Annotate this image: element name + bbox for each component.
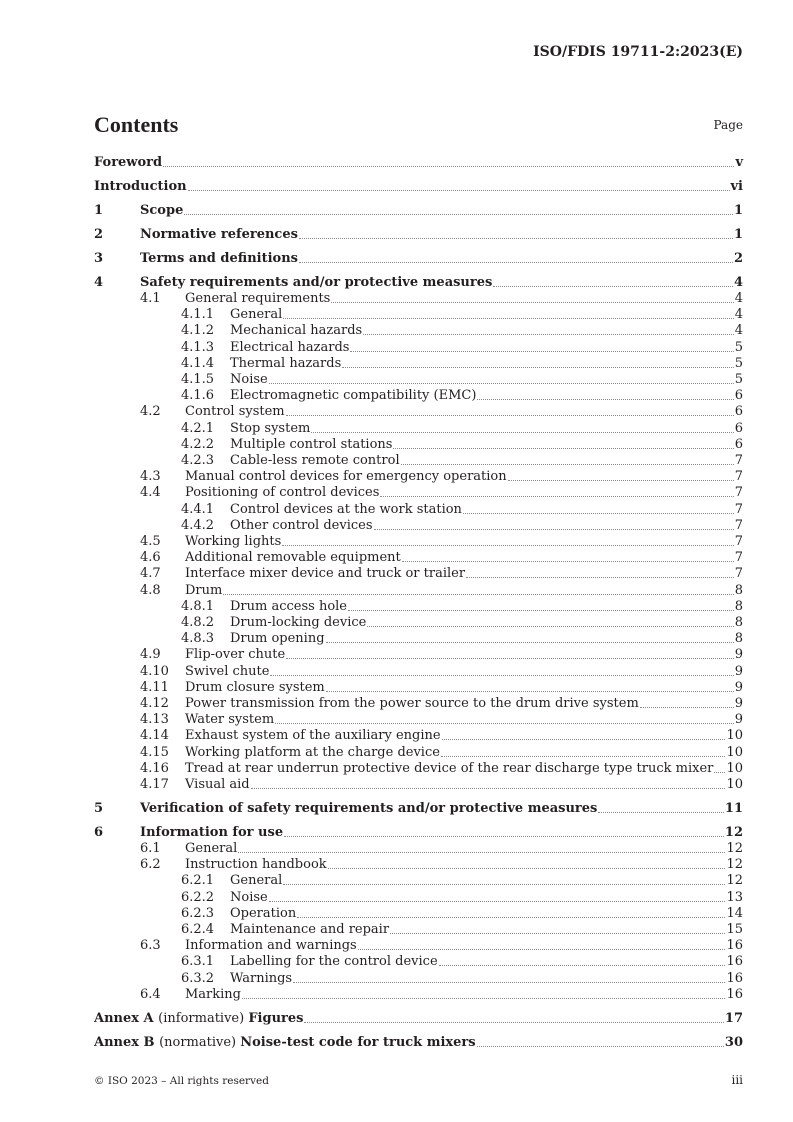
toc-entry-number: 4.6 [140,550,161,566]
toc-entry[interactable] [140,485,743,501]
toc-entry[interactable] [181,356,743,372]
toc-entry-title [94,1035,476,1051]
toc-entry-title: Manual control devices for emergency operation [185,469,507,485]
toc-entry[interactable] [140,841,743,857]
toc-entry[interactable] [140,857,743,873]
toc-entry-number: 4.8.2 [181,615,215,630]
annex-title: Figures [248,1010,304,1026]
dot-leader [401,463,734,465]
toc-entry-number: 6.2.3 [181,905,215,921]
dot-leader [374,528,734,530]
toc-entry-number: 4.13 [140,712,169,728]
toc-entry-number: 4.1.2 [181,323,215,339]
toc-entry[interactable] [140,566,743,582]
annex-type: (informative) [158,1010,249,1026]
dot-leader [367,625,733,627]
toc-entry-number: 4.2.2 [181,436,215,452]
toc-entry-page: 15 [726,922,743,937]
toc-entry-number: 4.4.1 [181,501,215,517]
dot-leader [299,261,733,263]
toc-entry-page: 4 [734,323,743,339]
dot-leader [299,237,733,239]
toc-entry-title: General [230,307,283,323]
toc-entry-number: 6.2.1 [181,873,215,889]
toc-entry[interactable] [140,761,743,777]
toc-entry-number: 4.1.6 [181,388,215,404]
toc-entry-page: 5 [734,339,743,355]
document-id: ISO/FDIS 19711-2:2023(E) [533,44,743,60]
toc-entry-page: 4 [734,291,743,306]
toc-entry-number: 4.2.1 [181,420,215,436]
dot-leader [390,932,725,934]
toc-entry-number: 2 [94,227,104,242]
toc-entry-number: 6.2.4 [181,922,215,937]
toc-entry-page: 1 [733,227,743,242]
toc-entry-number: 4.1.3 [181,339,215,355]
toc-entry-title: Instruction handbook [185,857,327,873]
toc-entry[interactable] [94,825,743,841]
toc-entry[interactable] [181,971,743,987]
toc-entry-title: Other control devices [230,517,373,533]
dot-leader [283,883,725,885]
dot-leader [493,285,733,287]
dot-leader [282,544,733,546]
toc-entry[interactable] [181,615,743,631]
toc-entry-title: Power transmission from the power source to the drum drive system [185,696,639,711]
toc-entry[interactable] [94,1035,743,1051]
toc-entry[interactable] [140,696,743,712]
dot-leader [283,317,733,319]
toc-entry-page: 12 [724,825,743,840]
toc-entry-number: 4.2 [140,404,161,420]
toc-entry[interactable] [140,680,743,696]
toc-entry-page: 8 [734,598,743,614]
dot-leader [311,431,733,433]
toc-entry[interactable] [181,502,743,518]
toc-entry-number: 6.3 [140,938,161,954]
dot-leader [393,447,733,449]
toc-entry-number: 3 [94,251,104,266]
toc-entry[interactable] [181,437,743,453]
dot-leader [463,512,734,514]
dot-leader [348,609,734,611]
toc-entry-title [94,1011,303,1027]
toc-entry-number: 4.10 [140,663,169,679]
toc-entry-title: Noise [230,372,268,387]
toc-entry-page: 7 [734,566,743,582]
toc-entry-title: Cable-less remote control [230,453,400,468]
toc-entry-title: Exhaust system of the auxiliary engine [185,728,441,744]
toc-entry-number: 4.1.5 [181,372,215,387]
toc-entry-page: 9 [734,663,743,679]
toc-entry-page: 9 [734,647,743,663]
dot-leader [286,414,734,416]
toc-entry-page: 7 [734,453,743,468]
toc-entry-number: 4.1.1 [181,307,215,323]
dot-leader [358,948,726,950]
toc-entry[interactable] [181,453,743,469]
toc-entry-number: 4.15 [140,744,169,760]
toc-entry-title: Interface mixer device and truck or trailer [185,566,466,582]
annex-label: Annex B [94,1034,160,1050]
toc-entry-page: 7 [734,469,743,485]
toc-entry[interactable] [181,906,743,922]
toc-entry-number: 4.5 [140,534,161,549]
dot-leader [598,811,724,813]
dot-leader [293,981,725,983]
toc-entry-title: Positioning of control devices [185,485,380,501]
toc-entry-title: Scope [140,203,184,218]
toc-entry-number: 4.11 [140,679,169,695]
toc-entry-number: 4.1.4 [181,355,215,371]
toc-entry-page: 6 [734,420,743,436]
toc-entry[interactable] [140,583,743,599]
toc-entry[interactable] [181,307,743,323]
toc-entry-page: 7 [734,517,743,533]
dot-leader [223,593,733,595]
toc-entry[interactable] [94,227,743,243]
toc-entry-number: 6.2 [140,857,161,873]
toc-entry-number: 6.3.2 [181,970,215,986]
dot-leader [304,1021,723,1023]
toc-entry[interactable] [140,745,743,761]
toc-entry-page: 2 [733,251,743,266]
dot-leader [363,333,734,335]
page-column-label: Page [713,118,743,132]
toc-entry-page: 11 [724,801,743,816]
dot-leader [380,495,733,497]
toc-entry-title: Foreword [94,155,163,170]
toc-entry-number: 4.1 [140,291,161,306]
dot-leader [439,964,726,966]
toc-entry-page: 8 [734,631,743,647]
toc-entry[interactable] [94,155,743,171]
toc-entry-page: 5 [734,372,743,387]
dot-leader [441,755,726,757]
dot-leader [251,787,726,789]
toc-entry-title: Maintenance and repair [230,922,390,937]
toc-entry-number: 4.7 [140,566,161,582]
toc-entry[interactable] [140,291,743,307]
toc-entry-title: Visual aid [185,777,250,792]
dot-leader [350,350,733,352]
toc-entry-title: Electrical hazards [230,339,350,355]
toc-entry-page: 16 [726,954,743,970]
toc-entry-page: 8 [734,615,743,630]
dot-leader [163,165,734,167]
toc-entry-title: Stop system [230,420,311,436]
toc-entry-number: 5 [94,801,104,816]
footer-copyright: © ISO 2023 – All rights reserved [94,1075,269,1087]
toc-entry-title: Drum access hole [230,598,347,614]
toc-entry-number: 4.16 [140,760,169,776]
toc-entry-title: Noise [230,889,268,905]
annex-type: (normative) [159,1034,241,1050]
toc-entry-page: 17 [724,1010,743,1026]
dot-leader [326,641,734,643]
dot-leader [286,657,734,659]
footer-page-number: iii [731,1073,743,1087]
dot-leader [284,835,724,837]
toc-entry-page: 10 [726,728,743,744]
toc-entry-number: 6.4 [140,986,161,1002]
toc-entry-page: 16 [726,970,743,986]
toc-entry-title: Tread at rear underrun protective device of the rear discharge type truck mixer [185,760,714,776]
dot-leader [477,1045,724,1047]
toc-entry-number: 4.12 [140,696,169,711]
toc-entry-title: Warnings [230,970,293,986]
dot-leader [331,301,733,303]
toc-entry[interactable] [140,550,743,566]
toc-entry-title: Terms and definitions [140,251,298,266]
toc-entry[interactable] [140,712,743,728]
toc-entry-title: Drum [185,582,223,598]
toc-entry[interactable] [94,801,743,817]
contents-title: Contents [94,112,179,137]
toc-entry-number: 4.2.3 [181,453,215,468]
toc-entry-title: General [185,841,238,856]
toc-entry-page: 16 [726,938,743,954]
toc-entry-page: 1 [733,203,743,218]
toc-entry-number: 4.14 [140,728,169,744]
toc-entry-title: Control system [185,404,285,420]
toc-entry[interactable] [94,251,743,267]
toc-entry-number: 6.2.2 [181,889,215,905]
toc-entry-title: Safety requirements and/or protective measures [140,275,493,290]
toc-entry-title: Control devices at the work station [230,501,462,517]
toc-entry-title: Normative references [140,227,298,242]
toc-entry-title: Additional removable equipment [185,550,401,566]
toc-entry-page: 7 [734,550,743,566]
toc-entry-page: 12 [726,873,743,889]
toc-entry-title: Multiple control stations [230,436,393,452]
dot-leader [269,382,734,384]
toc-entry-page: 12 [726,841,743,856]
toc-entry-page: 7 [734,485,743,501]
toc-entry-title: Marking [185,986,242,1002]
toc-entry-number: 6.3.1 [181,954,215,970]
toc-entry-page: 6 [734,404,743,420]
toc-entry-page: 9 [734,696,743,711]
toc-entry-title: Information for use [140,825,284,840]
dot-leader [477,398,733,400]
dot-leader [640,706,734,708]
toc-entry-page: vi [730,179,743,194]
toc-entry-title: Flip-over chute [185,647,286,663]
toc-entry-title: Thermal hazards [230,355,342,371]
toc-entry-number: 4.8.3 [181,631,215,647]
toc-entry[interactable] [181,599,743,615]
toc-entry-page: 9 [734,712,743,728]
toc-entry-number: 6.1 [140,841,161,856]
toc-entry-title: Drum opening [230,631,325,647]
toc-entry[interactable] [140,534,743,550]
toc-entry-number: 4 [94,275,104,290]
toc-entry[interactable] [181,388,743,404]
toc-entry[interactable] [140,728,743,744]
toc-entry[interactable] [140,647,743,663]
toc-entry[interactable] [181,421,743,437]
dot-leader [328,867,726,869]
toc-entry[interactable] [140,404,743,420]
toc-entry-number: 4.4.2 [181,517,215,533]
toc-entry-title: Introduction [94,179,187,194]
dot-leader [508,479,734,481]
toc-entry-page: 6 [734,388,743,404]
toc-entry[interactable] [181,323,743,339]
toc-entry-title: Information and warnings [185,938,357,954]
toc-entry[interactable] [140,664,743,680]
dot-leader [342,366,733,368]
toc-entry-title: Water system [185,712,275,728]
dot-leader [184,213,733,215]
toc-entry-page: 30 [724,1034,743,1050]
toc-entry[interactable] [140,777,743,793]
toc-entry-page: 9 [734,679,743,695]
toc-entry-number: 4.4 [140,485,161,501]
toc-entry-page: 7 [734,501,743,517]
toc-entry-title: Operation [230,905,297,921]
dot-leader [442,738,726,740]
toc-entry-title: General requirements [185,291,331,306]
toc-entry[interactable] [181,954,743,970]
dot-leader [402,560,734,562]
toc-entry-page: 5 [734,355,743,371]
toc-entry[interactable] [94,1011,743,1027]
dot-leader [297,916,725,918]
toc-entry[interactable] [94,203,743,219]
toc-entry[interactable] [140,469,743,485]
dot-leader [275,722,734,724]
dot-leader [326,690,734,692]
toc-entry[interactable] [181,631,743,647]
dot-leader [242,997,725,999]
toc-entry-number: 4.17 [140,777,169,792]
toc-entry-title: Drum closure system [185,679,325,695]
annex-label: Annex A [94,1010,159,1026]
dot-leader [238,851,725,853]
toc-entry-title: Electromagnetic compatibility (EMC) [230,388,477,404]
toc-entry[interactable] [140,938,743,954]
toc-entry-title: Mechanical hazards [230,323,363,339]
dot-leader [269,900,726,902]
toc-entry[interactable] [181,372,743,388]
toc-entry-page: 16 [726,986,743,1002]
toc-entry-page: 12 [726,857,743,873]
toc-entry-page: 8 [734,582,743,598]
toc-entry-number: 4.8 [140,582,161,598]
dot-leader [188,189,730,191]
toc-entry[interactable] [94,275,743,291]
toc-entry[interactable] [181,922,743,938]
dot-leader [466,576,734,578]
toc-entry[interactable] [181,518,743,534]
dot-leader [270,674,733,676]
toc-entry-number: 4.3 [140,469,161,485]
toc-entry-page: v [735,155,743,170]
toc-entry-title: Swivel chute [185,663,270,679]
toc-entry-page: 10 [726,760,743,776]
toc-entry-page: 10 [726,744,743,760]
toc-entry-title: Drum-locking device [230,615,367,630]
toc-entry-number: 6 [94,825,104,840]
toc-entry-title: Labelling for the control device [230,954,438,970]
toc-entry-number: 1 [94,203,104,218]
toc-entry[interactable] [181,340,743,356]
toc-entry-page: 10 [726,777,743,792]
toc-entry-number: 4.8.1 [181,598,215,614]
toc-entry-page: 7 [734,534,743,549]
toc-entry[interactable] [181,873,743,889]
toc-entry-title: Working platform at the charge device [185,744,440,760]
toc-entry[interactable] [181,890,743,906]
dot-leader [714,771,725,773]
toc-entry[interactable] [94,179,743,195]
toc-entry[interactable] [140,987,743,1003]
toc-entry-page: 4 [734,307,743,323]
annex-title: Noise-test code for truck mixers [240,1034,476,1050]
toc-entry-page: 6 [734,436,743,452]
toc-entry-title: Working lights [185,534,282,549]
toc-entry-title: General [230,873,283,889]
toc-entry-title: Verification of safety requirements and/or protective measures [140,801,598,816]
toc-entry-page: 4 [733,275,743,290]
toc-entry-page: 14 [726,905,743,921]
toc-entry-page: 13 [726,889,743,905]
toc-entry-number: 4.9 [140,647,161,663]
